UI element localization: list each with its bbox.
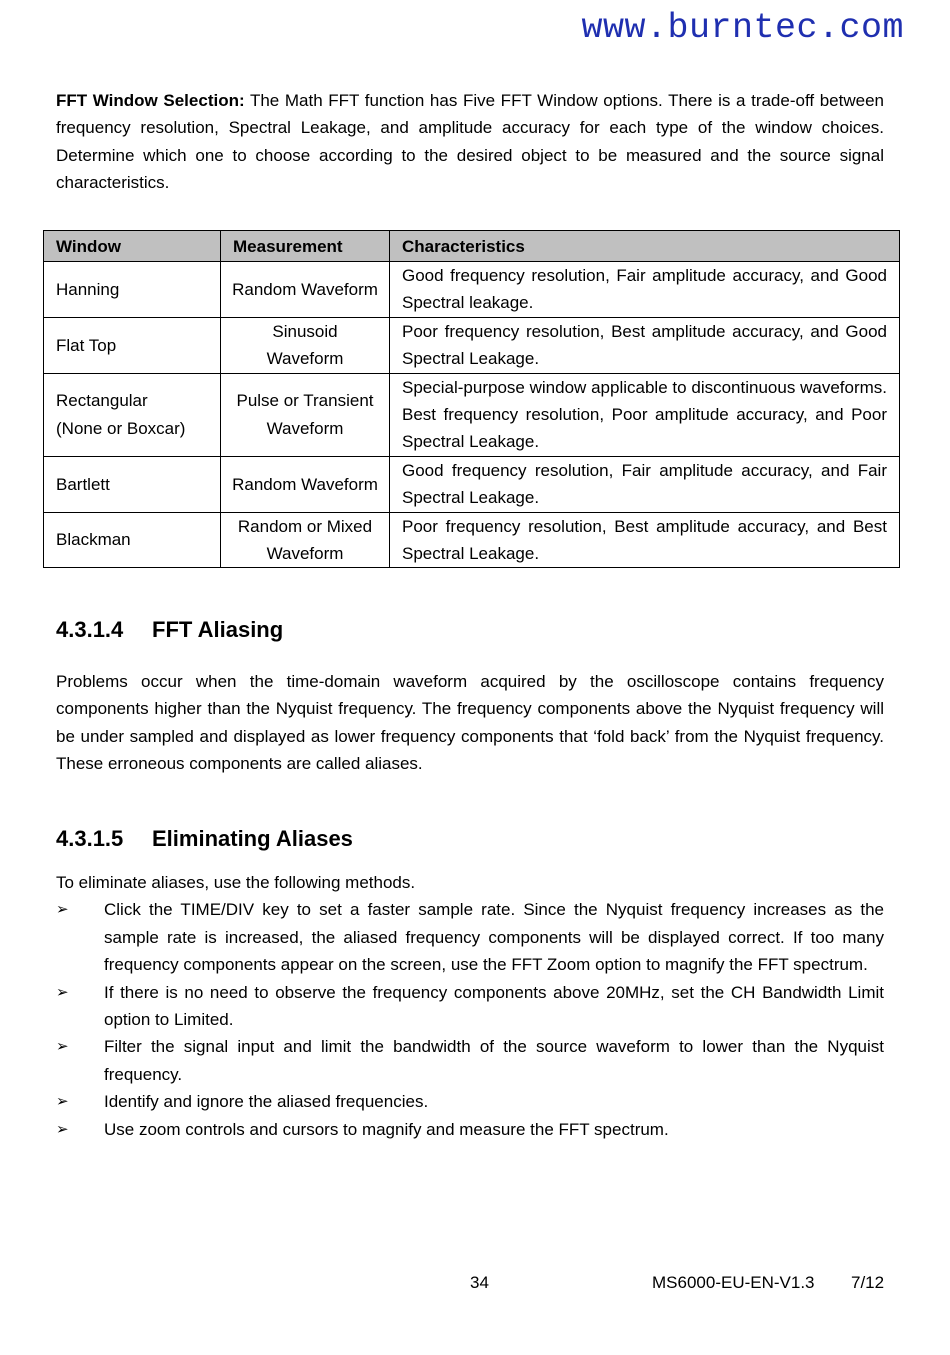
cell-measurement: Random Waveform: [221, 262, 390, 318]
section-heading-aliasing: [56, 617, 283, 643]
arrow-bullet-icon: ➢: [56, 1037, 69, 1056]
section-title: FFT Aliasing: [152, 617, 284, 642]
arrow-bullet-icon: ➢: [56, 1092, 69, 1111]
section-title: Eliminating Aliases: [152, 826, 353, 851]
cell-window: Hanning: [44, 262, 221, 318]
intro-bold-label: FFT Window Selection:: [56, 91, 245, 110]
cell-window: Flat Top: [44, 317, 221, 373]
table-header-row: [44, 231, 900, 262]
section-heading-eliminating: [56, 826, 353, 852]
header-window: Window: [44, 231, 221, 262]
intro-paragraph: [56, 87, 884, 197]
doc-date: 7/12: [851, 1273, 885, 1292]
aliasing-paragraph: Problems occur when the time-domain waveform acquired by the oscilloscope contains frequency components higher than the Nyquist frequency. The frequency components above the Nyquist frequency will be under sampled and displayed as lower frequency components that ‘fold back’ from the Nyquist frequency. These erroneous components are called aliases.: [56, 672, 884, 774]
cell-characteristics: Special-purpose window applicable to discontinuous waveforms. Best frequency resolution, Poor amplitude accuracy, and Poor Spectral Leakage.: [390, 373, 900, 456]
cell-window: Bartlett: [44, 456, 221, 512]
table-row: [44, 317, 900, 373]
list-item: ➢ Identify and ignore the aliased frequencies.: [56, 1088, 884, 1115]
cell-measurement: Random Waveform: [221, 456, 390, 512]
table-row: [44, 456, 900, 512]
fft-window-table: [43, 230, 900, 568]
section-number: 4.3.1.5: [56, 826, 124, 851]
methods-list: [56, 896, 884, 1143]
doc-id: MS6000-EU-EN-V1.3: [652, 1273, 815, 1292]
section-number: 4.3.1.4: [56, 617, 124, 642]
cell-window: Rectangular (None or Boxcar): [44, 373, 221, 456]
cell-characteristics: Poor frequency resolution, Best amplitude accuracy, and Good Spectral Leakage.: [390, 317, 900, 373]
arrow-bullet-icon: ➢: [56, 1119, 69, 1138]
header-characteristics: Characteristics: [390, 231, 900, 262]
arrow-bullet-icon: ➢: [56, 900, 69, 919]
arrow-bullet-icon: ➢: [56, 982, 69, 1001]
eliminating-lead: To eliminate aliases, use the following methods.: [56, 873, 416, 892]
cell-window: Blackman: [44, 512, 221, 568]
table-row: [44, 373, 900, 456]
table-row: [44, 512, 900, 568]
eliminating-body: [56, 869, 884, 1143]
cell-measurement: Sinusoid Waveform: [221, 317, 390, 373]
cell-measurement: Random or Mixed Waveform: [221, 512, 390, 568]
cell-characteristics: Poor frequency resolution, Best amplitude accuracy, and Best Spectral Leakage.: [390, 512, 900, 568]
list-item: ➢ Filter the signal input and limit the bandwidth of the source waveform to lower than the Nyquist frequency.: [56, 1033, 884, 1088]
page-number: 34: [470, 1273, 489, 1292]
intro-text: The Math FFT function has Five FFT Window options. There is a trade-off between frequency resolution, Spectral Leakage, and amplitude accuracy for each type of the window choices. Determine which one to choose according to the desired object to be measured and the source signal characteristics.: [56, 91, 884, 193]
list-item: ➢ If there is no need to observe the frequency components above 20MHz, set the CH Bandwidth Limit option to Limited.: [56, 979, 884, 1034]
list-item: ➢ Use zoom controls and cursors to magnify and measure the FFT spectrum.: [56, 1116, 884, 1143]
aliasing-body: [56, 668, 884, 778]
cell-measurement: Pulse or Transient Waveform: [221, 373, 390, 456]
header-measurement: Measurement: [221, 231, 390, 262]
cell-characteristics: Good frequency resolution, Fair amplitude accuracy, and Good Spectral leakage.: [390, 262, 900, 318]
cell-characteristics: Good frequency resolution, Fair amplitude accuracy, and Fair Spectral Leakage.: [390, 456, 900, 512]
watermark-url: www.burntec.com: [581, 8, 904, 48]
table-row: [44, 262, 900, 318]
list-item: ➢ Click the TIME/DIV key to set a faster sample rate. Since the Nyquist frequency increases as the sample rate is increased, the aliased frequency components will be displayed correct. If too many frequency components appear on the screen, use the FFT Zoom option to magnify the FFT spectrum.: [56, 896, 884, 978]
